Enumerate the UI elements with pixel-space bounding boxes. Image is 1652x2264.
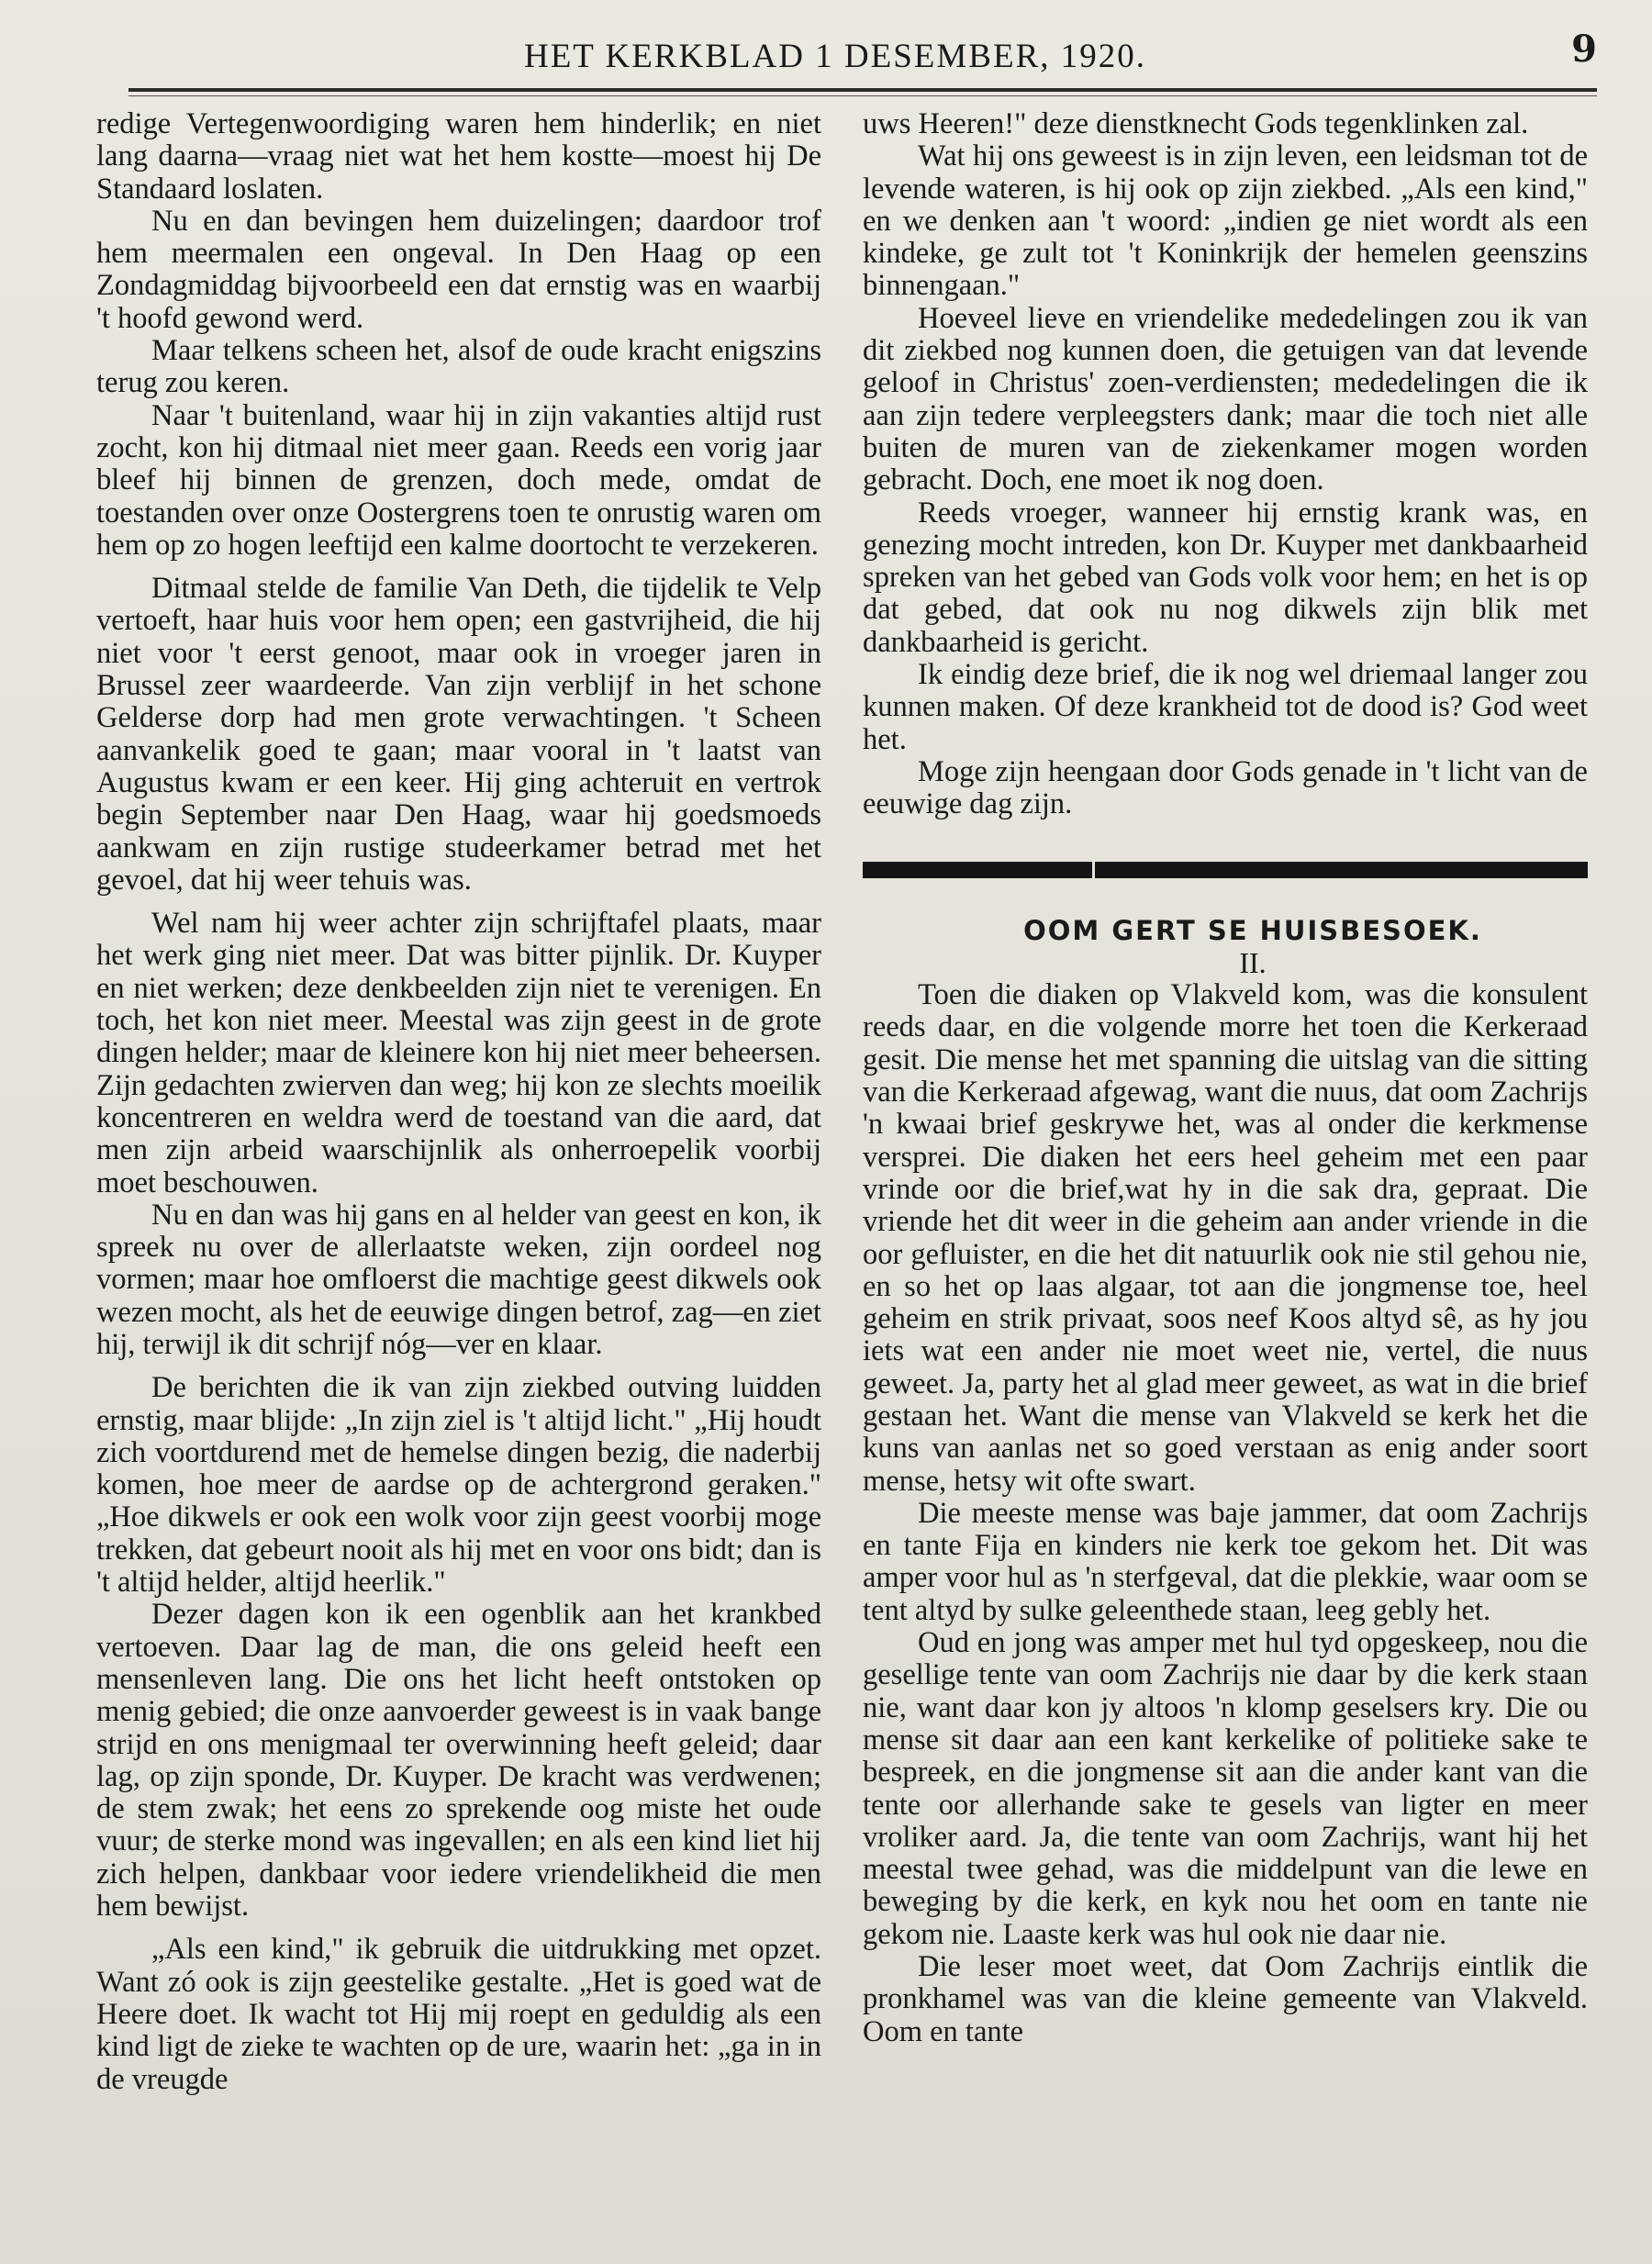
paragraph: Nu en dan bevingen hem duizelingen; daardoor trof hem meermalen een ongeval. In Den Haag op een Zondagmiddag bijvoorbeeld een dat ernstig was en waarbij 't hoofd gewond werd.: [96, 204, 821, 335]
paragraph: Oud en jong was amper met hul tyd opgeskeep, nou die gesellige tente van oom Zachrijs nie daar by die kerk staan nie, want daar kon jy altoos 'n klomp geselsers kry. Die ou mense sit daar aan een kant kerkelike of politieke sake te bespreek, en die jongmense sit aan die ander kant van die tente oor allerhande sake te gesels van ligter en meer vroliker aard. Ja, die tente van oom Zachrijs, want hij het meestal twee gehad, was die middelpunt van die lewe en beweging by die kerk, en kyk nou het oom en tante nie gekom nie. Laaste kerk was hul ook nie daar nie.: [863, 1626, 1588, 1951]
paragraph: „Als een kind," ik gebruik die uitdrukking met opzet. Want zó ook is zijn geestelike gestalte. „Het is goed wat de Heere doet. Ik wacht tot Hij mij roept en geduldig als een kind ligt de zieke te wachten op de ure, waarin het: „ga in in de vreugde: [96, 1933, 821, 2096]
paragraph: uws Heeren!" deze dienstknecht Gods tegenklinken zal.: [863, 108, 1529, 140]
article-title: OOM GERT SE HUISBESOEK.: [1023, 914, 1482, 946]
paragraph: Reeds vroeger, wanneer hij ernstig krank was, en genezing mocht intreden, kon Dr. Kuyper met dankbaarheid spreken van het gebed van Gods volk voor hem; en het is op dat gebed, dat ook nu nog dikwels zijn blik met dankbaarheid is gericht.: [863, 496, 1588, 659]
header-rule-thin: [128, 95, 1597, 96]
article-divider: [863, 862, 1588, 878]
right-column: [863, 108, 1588, 2237]
paragraph: Maar telkens scheen het, alsof de oude kracht enigszins terug zou keren.: [96, 334, 821, 400]
paragraph: redige Vertegenwoordiging waren hem hinderlik; en niet lang daarna—vraag niet wat het hem kostte—moest hij De Standaard loslaten.: [96, 108, 821, 206]
article-part-numeral: II.: [1239, 945, 1267, 979]
header-rule: [128, 88, 1597, 92]
paragraph: Toen die diaken op Vlakveld kom, was die konsulent reeds daar, en die volgende morre het toen die Kerkeraad gesit. Die mense het met spanning die uitslag van die sitting van die Kerkeraad afgewag, want die nuus, dat oom Zachrijs 'n kwaai brief geskrywe het, was al onder die kerkmense versprei. Die diaken het eers heel geheim met een paar vrinde oor die brief,wat hy in die sak dra, gepraat. Die vriende het dit weer in die geheim aan ander vriende in die oor gefluister, en die het dit natuurlik ook nie stil gehou nie, en so het op laas algaar, tot aan die jongmense toe, heel geheim en strik privaat, soos neef Koos altyd sê, as hy jou iets wat een ander nie moet weet nie, vertel, die nuus geweet. Ja, party het al glad meer geweet, as wat in die brief gestaan het. Want die mense van Vlakveld se kerk het die kuns van aanlas net so goed verstaan as enig ander soort mense, hetsy wit ofte swart.: [863, 978, 1588, 1498]
paragraph: Ik eindig deze brief, die ik nog wel driemaal langer zou kunnen maken. Of deze krankheid tot de dood is? God weet het.: [863, 658, 1588, 756]
paragraph: Ditmaal stelde de familie Van Deth, die tijdelik te Velp vertoeft, haar huis voor hem open; een gastvrijheid, die hij niet voor 't eerst genoot, maar ook in vroeger jaren in Brussel zeer waardeerde. Van zijn verblijf in het schone Gelderse dorp had men grote verwachtingen. 't Scheen aanvankelik goed te gaan; maar vooral in 't laatst van Augustus kwam er een keer. Hij ging achteruit en vertrok begin September naar Den Haag, waar hij goedsmoeds aankwam en zijn rustige studeerkamer betrad met het gevoel, dat hij weer tehuis was.: [96, 572, 821, 897]
paragraph: Hoeveel lieve en vriendelike mededelingen zou ik van dit ziekbed nog kunnen doen, die getuigen van dat levende geloof in Christus' zoen-verdiensten; mededelingen die ik aan zijn tedere verpleegsters dank; maar die toch niet alle buiten de muren van de ziekenkamer mogen worden gebracht. Doch, ene moet ik nog doen.: [863, 301, 1588, 497]
paragraph: De berichten die ik van zijn ziekbed outving luidden ernstig, maar blijde: „In zijn ziel is 't altijd licht." „Hij houdt zich voortdurend met de hemelse dingen bezig, die naderbij komen, hoe meer de aardse op de achtergrond geraken." „Hoe dikwels er ook een wolk voor zijn geest voorbij moge trekken, dat gebeurt nooit als hij met en voor ons bidt; dan is 't altijd helder, altijd heerlik.": [96, 1371, 821, 1600]
running-header-title: HET KERKBLAD 1 DESEMBER, 1920.: [523, 38, 1147, 75]
paragraph: Die meeste mense was baje jammer, dat oom Zachrijs en tante Fija en kinders nie kerk toe gekom het. Dit was amper voor hul as 'n sterfgeval, dat die plekkie, waar oom se tent altyd by sulke geleenthede staan, leeg gebly het.: [863, 1496, 1588, 1627]
paragraph: Nu en dan was hij gans en al helder van geest en kon, ik spreek nu over de allerlaatste weken, zijn oordeel nog vormen; maar hoe omfloerst die machtige geest dikwels ook wezen mocht, als het de eeuwige dingen betrof, zag—en ziet hij, terwijl ik dit schrijf nóg—ver en klaar.: [96, 1198, 821, 1361]
page-number: 9: [1571, 28, 1597, 71]
paragraph: Dezer dagen kon ik een ogenblik aan het krankbed vertoeven. Daar lag de man, die ons geleid heeft een mensenleven lang. Die ons het licht heeft ontstoken op menig gebied; die onze aanvoerder geweest is in vaak bange strijd en ons menigmaal ter overwinning heeft geleid; daar lag, op zijn sponde, Dr. Kuyper. De kracht was verdwenen; de stem zwak; het eens zo sprekende oog miste het oude vuur; de sterke mond was ingevallen; en als een kind liet hij zich helpen, dankbaar voor iedere vriendelikheid die men hem bewijst.: [96, 1598, 821, 1924]
page-header: [128, 28, 1597, 92]
paragraph: Wat hij ons geweest is in zijn leven, een leidsman tot de levende wateren, is hij ook op zijn ziekbed. „Als een kind," en we denken aan 't woord: „indien ge niet wordt als een kindeke, ge zult tot 't Koninkrijk der hemelen geenszins binnengaan.": [863, 139, 1588, 303]
left-column: [96, 108, 821, 2237]
paragraph: Wel nam hij weer achter zijn schrijftafel plaats, maar het werk ging niet meer. Dat was bitter pijnlik. Dr. Kuyper en niet werken; deze denkbeelden zijn niet te verenigen. En toch, het kon niet meer. Meestal was zijn geest in de grote dingen helder; maar de kleinere kon hij niet meer beheersen. Zijn gedachten zwierven dan weg; hij kon ze slechts moeilik koncentreren en weldra werd de toestand van die aard, dat men zijn arbeid waarschijnlik als onherroepelik voorbij moet beschouwen.: [96, 907, 821, 1199]
paragraph: Moge zijn heengaan door Gods genade in 't licht van de eeuwige dag zijn.: [863, 754, 1588, 821]
paragraph: Die leser moet weet, dat Oom Zachrijs eintlik die pronkhamel was van die kleine gemeente van Vlakveld. Oom en tante: [863, 1950, 1588, 2048]
paragraph: Naar 't buitenland, waar hij in zijn vakanties altijd rust zocht, kon hij ditmaal niet meer gaan. Reeds een vorig jaar bleef hij binnen de grenzen, doch mede, omdat de toestanden over onze Oostergrens toen te onrustig waren om hem op zo hogen leeftijd een kalme doortocht te verzekeren.: [96, 398, 821, 562]
